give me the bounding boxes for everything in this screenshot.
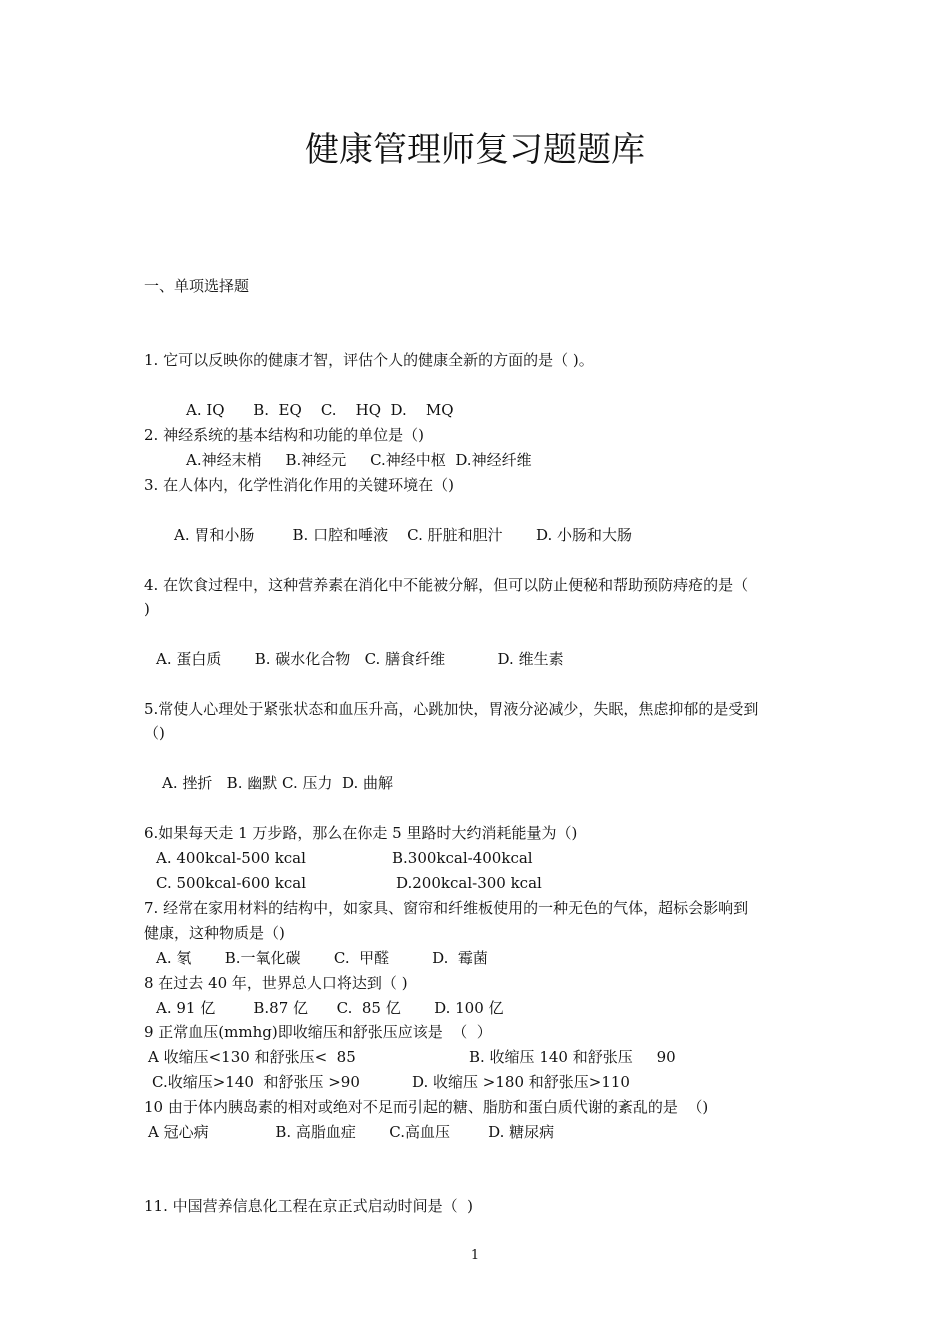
question-10-options: A 冠心病 B. 高脂血症 C.高血压 D. 糖尿病 xyxy=(148,1123,555,1141)
question-4-continued: ) xyxy=(144,600,150,618)
question-6-option-a: A. 400kcal-500 kcal xyxy=(156,849,306,867)
section-heading: 一、单项选择题 xyxy=(144,277,250,295)
question-7: 7. 经常在家用材料的结构中，如家具、窗帘和纤维板使用的一种无色的气体，超标会影响到 xyxy=(144,899,749,917)
question-2-options: A.神经末梢 B.神经元 C.神经中枢 D.神经纤维 xyxy=(186,451,532,469)
question-6-option-d: D.200kcal-300 kcal xyxy=(396,874,542,892)
question-5: 5.常使人心理处于紧张状态和血压升高，心跳加快，胃液分泌减少，失眠，焦虑抑郁的是受到 xyxy=(144,700,759,718)
question-6: 6.如果每天走 1 万步路，那么在你走 5 里路时大约消耗能量为（) xyxy=(144,824,578,842)
question-1-options: A. IQ B. EQ C. HQ D. MQ xyxy=(186,401,454,419)
question-11: 11. 中国营养信息化工程在京正式启动时间是（ ) xyxy=(144,1197,474,1215)
question-6-option-c: C. 500kcal-600 kcal xyxy=(156,874,307,892)
question-5-continued: （) xyxy=(144,724,165,742)
question-5-options: A. 挫折 B. 幽默 C. 压力 D. 曲解 xyxy=(162,774,394,792)
question-9: 9 正常血压(mmhg)即收缩压和舒张压应该是 （ ） xyxy=(144,1023,492,1041)
question-8-options: A. 91 亿 B.87 亿 C. 85 亿 D. 100 亿 xyxy=(156,999,504,1017)
question-7-options: A. 氡 B.一氧化碳 C. 甲醛 D. 霉菌 xyxy=(156,949,488,967)
document-title: 健康管理师复习题题库 xyxy=(305,130,645,170)
question-3-options: A. 胃和小肠 B. 口腔和唾液 C. 肝脏和胆汁 D. 小肠和大肠 xyxy=(174,526,633,544)
question-4-options: A. 蛋白质 B. 碳水化合物 C. 膳食纤维 D. 维生素 xyxy=(156,650,564,668)
question-3: 3. 在人体内，化学性消化作用的关键环境在（) xyxy=(144,476,454,494)
question-6-option-b: B.300kcal-400kcal xyxy=(392,849,533,867)
question-1: 1. 它可以反映你的健康才智，评估个人的健康全新的方面的是（ )。 xyxy=(144,351,594,369)
question-9-option-c: C.收缩压>140 和舒张压 >90 xyxy=(152,1073,360,1091)
question-2: 2. 神经系统的基本结构和功能的单位是（) xyxy=(144,426,424,444)
question-8: 8 在过去 40 年，世界总人口将达到（ ) xyxy=(144,974,408,992)
question-9-option-d: D. 收缩压 >180 和舒张压>110 xyxy=(412,1073,630,1091)
question-10: 10 由于体内胰岛素的相对或绝对不足而引起的糖、脂肪和蛋白质代谢的紊乱的是 （) xyxy=(144,1098,709,1116)
question-9-option-b: B. 收缩压 140 和舒张压 90 xyxy=(469,1048,676,1066)
question-7-continued: 健康，这种物质是（) xyxy=(144,924,285,942)
question-9-option-a: A 收缩压<130 和舒张压< 85 xyxy=(148,1048,356,1066)
question-4: 4. 在饮食过程中，这种营养素在消化中不能被分解，但可以防止便秘和帮助预防痔疮的是（ xyxy=(144,576,749,594)
page-number: 1 xyxy=(470,1248,480,1263)
